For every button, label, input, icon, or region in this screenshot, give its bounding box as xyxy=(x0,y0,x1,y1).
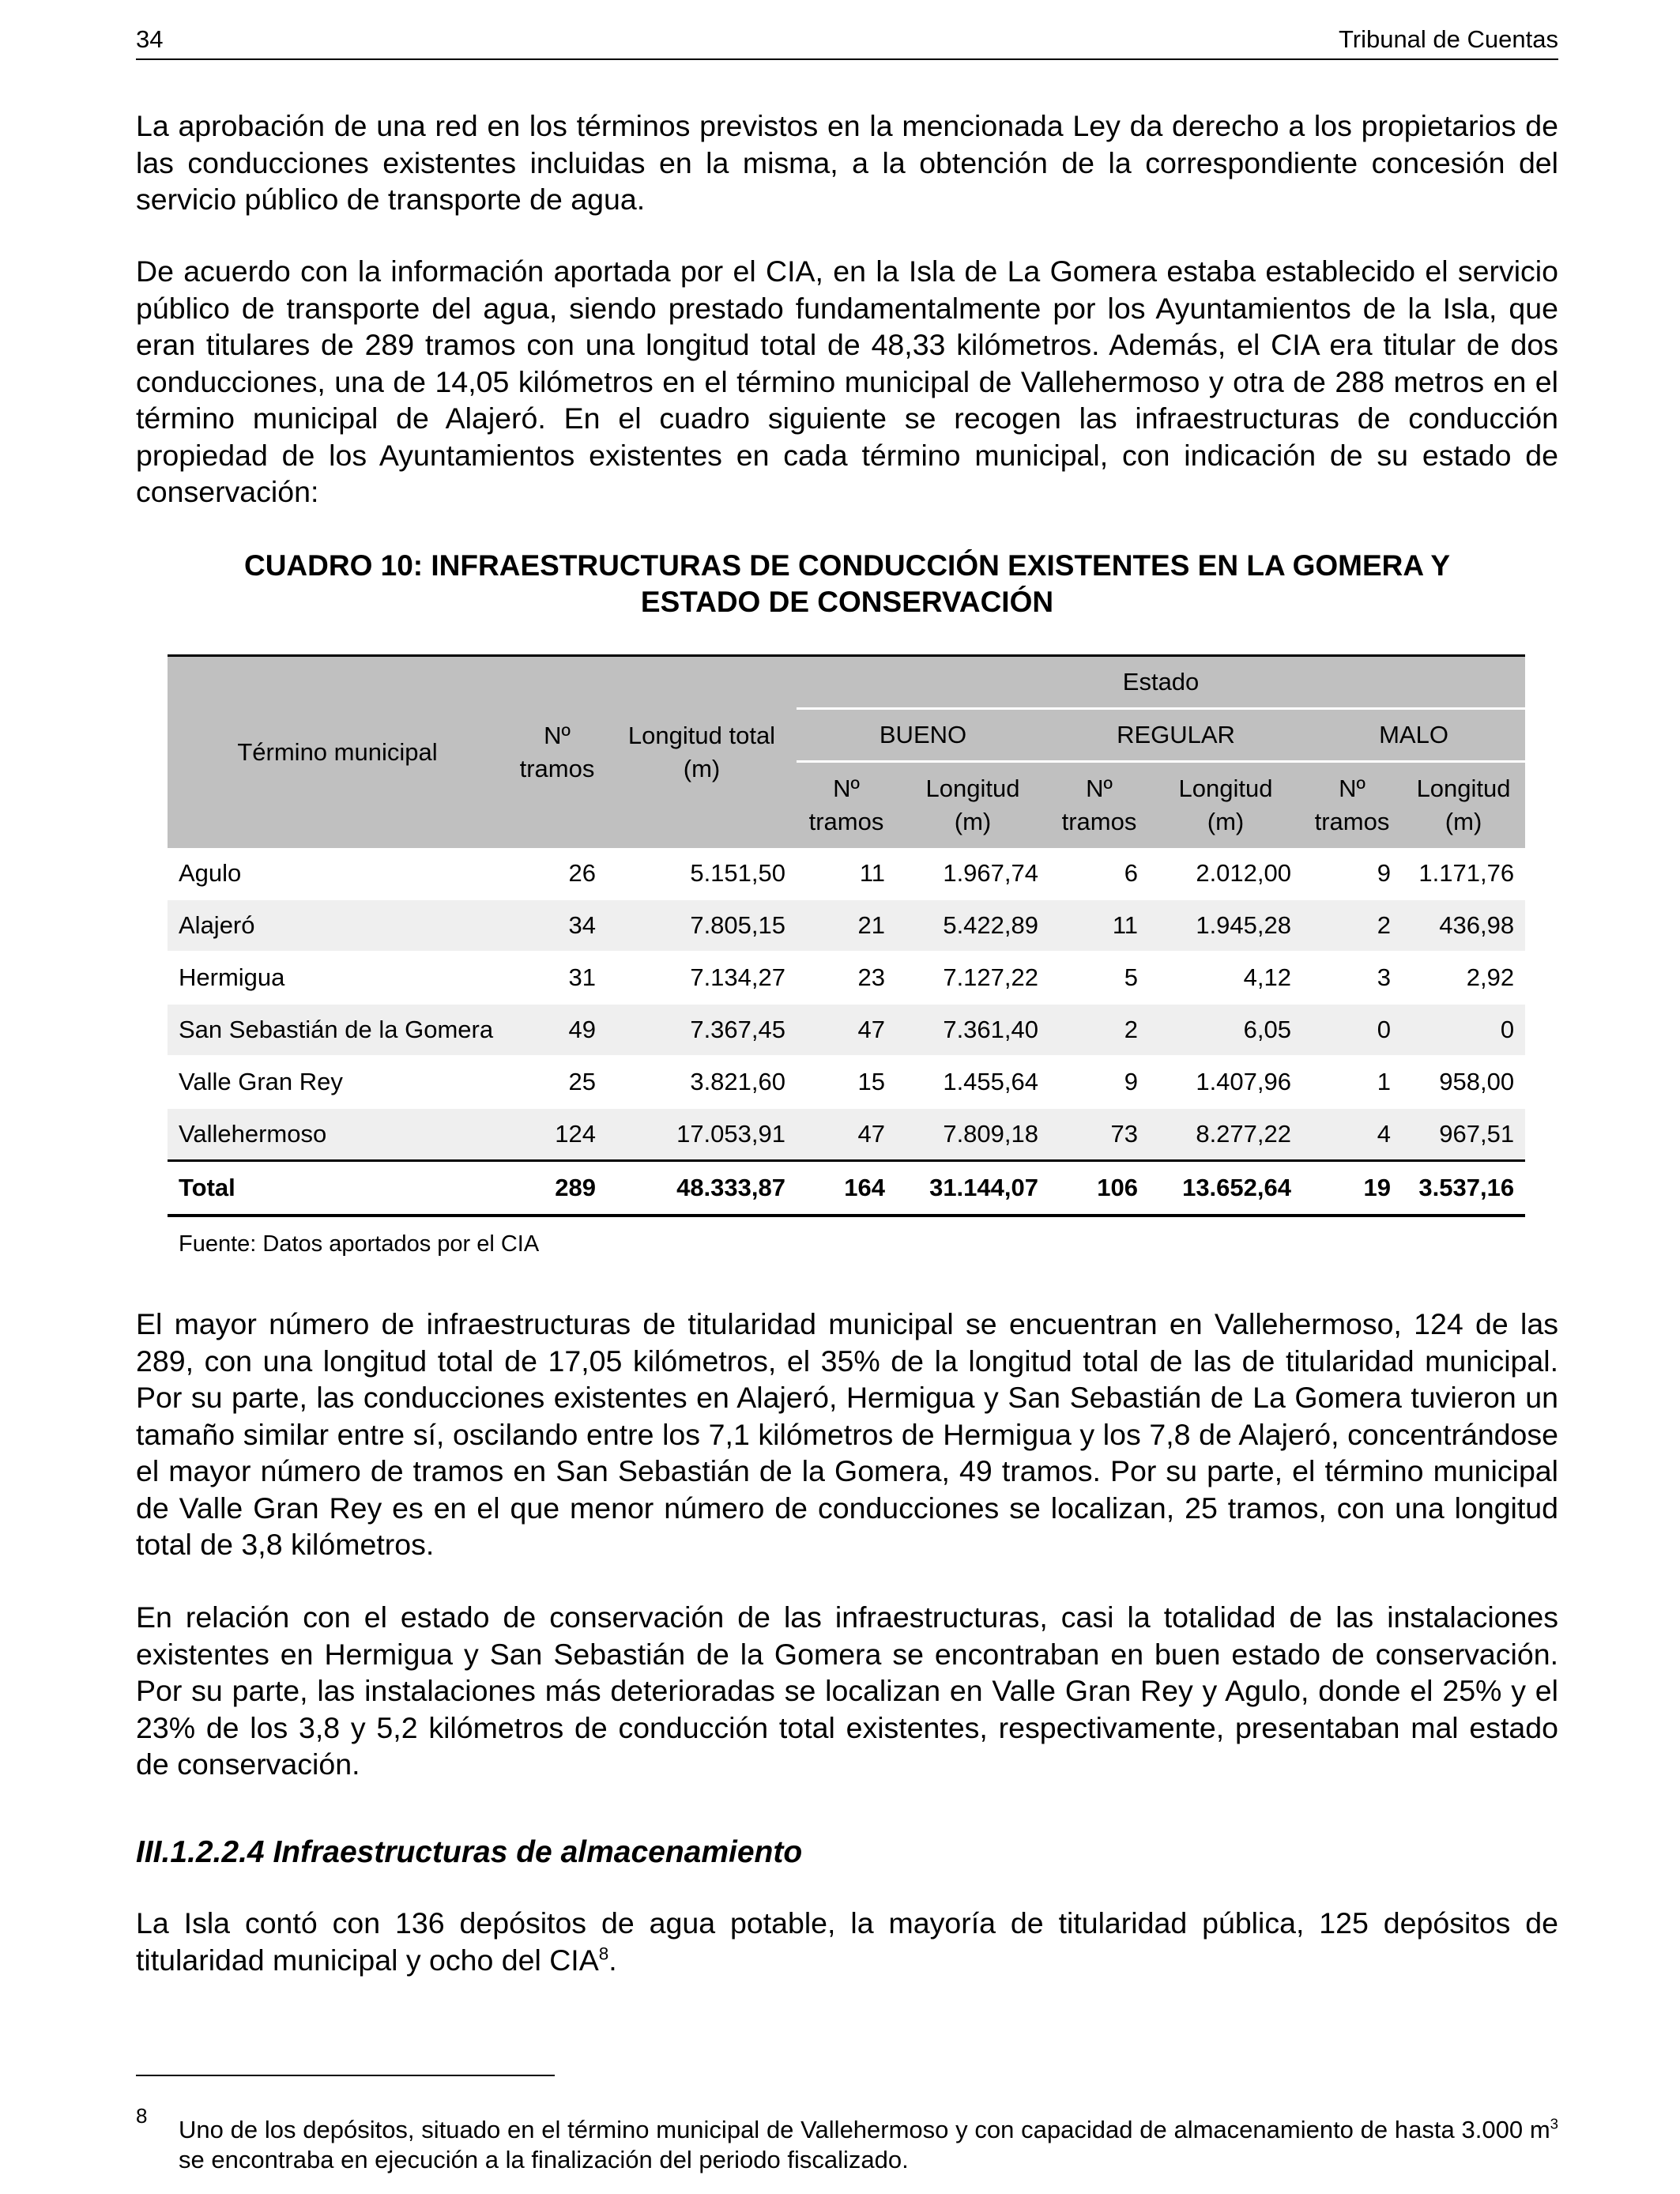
header-bueno-n xyxy=(797,762,896,849)
header-termino-municipal: Término municipal xyxy=(168,656,507,849)
table-row xyxy=(168,1004,1525,1056)
cell-bueno-n: 47 xyxy=(797,1004,896,1056)
cell-regular-n: 73 xyxy=(1049,1108,1149,1161)
cell-regular-n: 6 xyxy=(1049,848,1149,899)
cell-malo-l: 1.171,76 xyxy=(1402,848,1525,899)
total-malo-l: 3.537,16 xyxy=(1402,1161,1525,1216)
table-container xyxy=(168,654,1525,1257)
sub-l-line1: Longitud xyxy=(925,775,1020,802)
header-longitud-line1: Longitud total xyxy=(627,722,776,749)
footnote-text-b: se encontraba en ejecución a la finalización del periodo fiscalizado. xyxy=(179,2146,909,2173)
cell-municipio: Valle Gran Rey xyxy=(168,1056,507,1108)
cell-malo-l: 2,92 xyxy=(1402,952,1525,1004)
page-header xyxy=(136,24,1558,60)
header-bueno: BUENO xyxy=(797,709,1049,762)
cell-bueno-n: 21 xyxy=(797,899,896,952)
cell-bueno-n: 47 xyxy=(797,1108,896,1161)
header-malo-longitud xyxy=(1402,762,1525,849)
paragraph-estado-conservacion: En relación con el estado de conservación de las infraestructuras, casi la totalidad de las instalaciones existentes en Hermigua y San Sebastián de la Gomera se encontraban en buen estado de conservación. Por su parte, las instalaciones más deterioradas se localizan en Valle Gran Rey y Agulo, donde el 25% y el 23% de los 3,8 y 5,2 kilómetros de conducción total existentes, respectivamente, presentaban mal estado de conservación. xyxy=(136,1600,1558,1781)
table-source: Fuente: Datos aportados por el CIA xyxy=(179,1231,540,1257)
cell-regular-l: 1.407,96 xyxy=(1149,1056,1302,1108)
table-row xyxy=(168,952,1525,1004)
table-caption xyxy=(136,548,1558,620)
cell-regular-l: 1.945,28 xyxy=(1149,899,1302,952)
sub-n-line1: Nº xyxy=(1339,775,1365,802)
cell-regular-n: 5 xyxy=(1049,952,1149,1004)
paragraph-depositos-end: . xyxy=(608,1943,617,1977)
page-number: 34 xyxy=(136,25,164,53)
cell-n: 31 xyxy=(507,952,607,1004)
footnote-superscript: 3 xyxy=(1550,2115,1558,2132)
cell-bueno-n: 11 xyxy=(797,848,896,899)
total-bueno-n: 164 xyxy=(797,1161,896,1216)
cell-bueno-l: 7.361,40 xyxy=(896,1004,1049,1056)
cell-municipio: San Sebastián de la Gomera xyxy=(168,1004,507,1056)
sub-l-line2: (m) xyxy=(1445,808,1482,835)
table-row xyxy=(168,848,1525,899)
sub-l-line1: Longitud xyxy=(1178,775,1273,802)
cell-malo-l: 0 xyxy=(1402,1004,1525,1056)
table-total-row xyxy=(168,1161,1525,1216)
sub-n-line1: Nº xyxy=(833,775,860,802)
cell-n: 124 xyxy=(507,1108,607,1161)
sub-n-line1: Nº xyxy=(1086,775,1113,802)
cell-bueno-n: 15 xyxy=(797,1056,896,1108)
total-longitud: 48.333,87 xyxy=(607,1161,797,1216)
cell-malo-n: 3 xyxy=(1302,952,1402,1004)
total-n: 289 xyxy=(507,1161,607,1216)
header-n-tramos-line1: Nº xyxy=(544,722,571,749)
header-regular: REGULAR xyxy=(1049,709,1302,762)
header-regular-longitud xyxy=(1149,762,1302,849)
paragraph-depositos xyxy=(136,1905,1558,1978)
caption-line-1: CUADRO 10: INFRAESTRUCTURAS DE CONDUCCIÓN EXISTENTES EN LA GOMERA Y xyxy=(243,549,1450,582)
cell-bueno-n: 23 xyxy=(797,952,896,1004)
cell-longitud: 7.134,27 xyxy=(607,952,797,1004)
cell-municipio: Agulo xyxy=(168,848,507,899)
cell-longitud: 7.367,45 xyxy=(607,1004,797,1056)
total-malo-n: 19 xyxy=(1302,1161,1402,1216)
cell-malo-n: 2 xyxy=(1302,899,1402,952)
cell-municipio: Alajeró xyxy=(168,899,507,952)
cell-regular-l: 2.012,00 xyxy=(1149,848,1302,899)
footnote-number: 8 xyxy=(136,2104,148,2128)
cell-bueno-l: 7.809,18 xyxy=(896,1108,1049,1161)
section-subheading: III.1.2.2.4 Infraestructuras de almacenamiento xyxy=(136,1835,803,1869)
header-longitud-total xyxy=(607,656,797,849)
paragraph-mayor-numero: El mayor número de infraestructuras de titularidad municipal se encuentran en Vallehermoso, 124 de las 289, con una longitud total de 17,05 kilómetros, el 35% de la longitud total de las de titularidad municipal. Por su parte, las conducciones existentes en Alajeró, Hermigua y San Sebastián de La Gomera tuvieron un tamaño similar entre sí, oscilando entre los 7,1 kilómetros de Hermigua y los 7,8 de Alajeró, concentrándose el mayor número de tramos en San Sebastián de la Gomera, 49 tramos. Por su parte, el término municipal de Valle Gran Rey es en el que menor número de conducciones se localizan, 25 tramos, con una longitud total de 3,8 kilómetros. xyxy=(136,1307,1558,1561)
cell-regular-n: 2 xyxy=(1049,1004,1149,1056)
cell-n: 34 xyxy=(507,899,607,952)
sub-n-line2: tramos xyxy=(1061,808,1137,835)
cell-malo-n: 0 xyxy=(1302,1004,1402,1056)
cell-regular-n: 9 xyxy=(1049,1056,1149,1108)
cell-bueno-l: 1.967,74 xyxy=(896,848,1049,899)
cell-n: 25 xyxy=(507,1056,607,1108)
cell-malo-l: 436,98 xyxy=(1402,899,1525,952)
cell-longitud: 5.151,50 xyxy=(607,848,797,899)
total-label: Total xyxy=(168,1161,507,1216)
header-longitud-line2: (m) xyxy=(683,755,721,782)
cell-malo-n: 9 xyxy=(1302,848,1402,899)
header-organization: Tribunal de Cuentas xyxy=(1338,25,1558,53)
cell-longitud: 7.805,15 xyxy=(607,899,797,952)
cell-municipio: Vallehermoso xyxy=(168,1108,507,1161)
sub-l-line2: (m) xyxy=(954,808,992,835)
total-regular-n: 106 xyxy=(1049,1161,1149,1216)
header-bueno-longitud xyxy=(896,762,1049,849)
cell-regular-n: 11 xyxy=(1049,899,1149,952)
footnote-reference[interactable]: 8 xyxy=(598,1943,609,1963)
cell-regular-l: 8.277,22 xyxy=(1149,1108,1302,1161)
cell-longitud: 17.053,91 xyxy=(607,1108,797,1161)
footnote-separator xyxy=(136,2075,555,2076)
cell-regular-l: 6,05 xyxy=(1149,1004,1302,1056)
cell-malo-l: 967,51 xyxy=(1402,1108,1525,1161)
header-regular-n xyxy=(1049,762,1149,849)
cell-n: 49 xyxy=(507,1004,607,1056)
cell-malo-l: 958,00 xyxy=(1402,1056,1525,1108)
total-regular-l: 13.652,64 xyxy=(1149,1161,1302,1216)
header-n-tramos xyxy=(507,656,607,849)
paragraph-red-aprobacion: La aprobación de una red en los términos previstos en la mencionada Ley da derecho a los propietarios de las conducciones existentes incluidas en la misma, a la obtención de la correspondiente concesión del servicio público de transporte de agua. xyxy=(136,109,1558,216)
cell-bueno-l: 5.422,89 xyxy=(896,899,1049,952)
header-malo: MALO xyxy=(1302,709,1525,762)
cell-n: 26 xyxy=(507,848,607,899)
header-malo-n xyxy=(1302,762,1402,849)
table-row xyxy=(168,1108,1525,1161)
table-row xyxy=(168,899,1525,952)
cell-bueno-l: 7.127,22 xyxy=(896,952,1049,1004)
footnote-text-a: Uno de los depósitos, situado en el término municipal de Vallehermoso y con capacidad de almacenamiento de hasta 3.000 m xyxy=(179,2116,1550,2143)
sub-n-line2: tramos xyxy=(808,808,884,835)
cell-malo-n: 4 xyxy=(1302,1108,1402,1161)
conduction-table xyxy=(168,654,1525,1217)
cell-regular-l: 4,12 xyxy=(1149,952,1302,1004)
cell-bueno-l: 1.455,64 xyxy=(896,1056,1049,1108)
cell-malo-n: 1 xyxy=(1302,1056,1402,1108)
sub-l-line1: Longitud xyxy=(1416,775,1511,802)
sub-l-line2: (m) xyxy=(1207,808,1245,835)
header-estado: Estado xyxy=(797,656,1525,709)
footnote-text xyxy=(179,2115,1558,2175)
paragraph-servicio-transporte: De acuerdo con la información aportada por el CIA, en la Isla de La Gomera estaba establecido el servicio público de transporte del agua, siendo prestado fundamentalmente por los Ayuntamientos de la Isla, que eran titulares de 289 tramos con una longitud total de 48,33 kilómetros. Además, el CIA era titular de dos conducciones, una de 14,05 kilómetros en el término municipal de Vallehermoso y otra de 288 metros en el término municipal de Alajeró. En el cuadro siguiente se recogen las infraestructuras de conducción propiedad de los Ayuntamientos existentes en cada término municipal, con indicación de su estado de conservación: xyxy=(136,254,1558,508)
header-n-tramos-line2: tramos xyxy=(519,755,595,782)
total-bueno-l: 31.144,07 xyxy=(896,1161,1049,1216)
paragraph-depositos-text: La Isla contó con 136 depósitos de agua potable, la mayoría de titularidad pública, 125 depósitos de titularidad municipal y ocho del CIA xyxy=(136,1906,1558,1977)
cell-longitud: 3.821,60 xyxy=(607,1056,797,1108)
sub-n-line2: tramos xyxy=(1314,808,1390,835)
table-row xyxy=(168,1056,1525,1108)
caption-line-2: ESTADO DE CONSERVACIÓN xyxy=(640,586,1054,618)
cell-municipio: Hermigua xyxy=(168,952,507,1004)
